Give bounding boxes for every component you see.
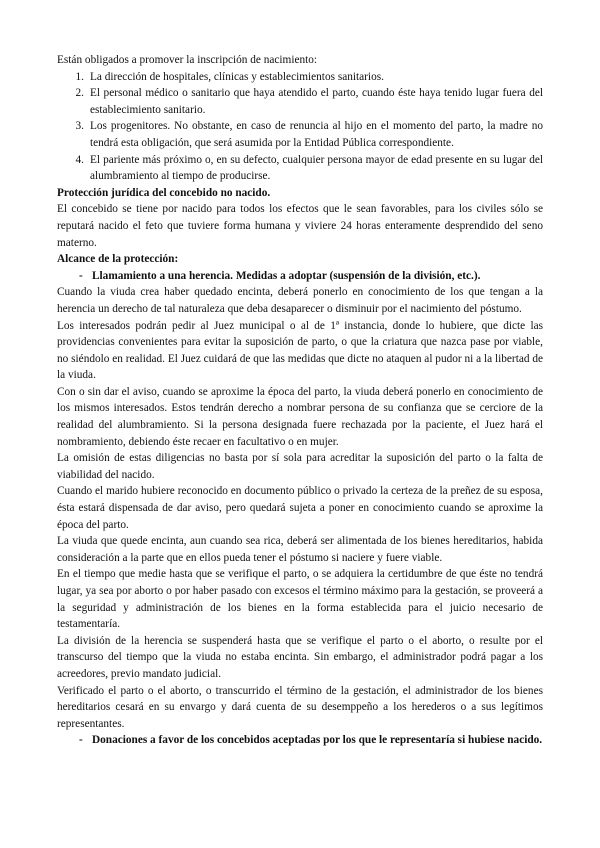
list-number: 4.: [75, 153, 84, 166]
bullet-text: Llamamiento a una herencia. Medidas a adoptar (suspensión de la división, etc.).: [92, 269, 481, 282]
paragraph: La omisión de estas diligencias no basta por sí sola para acreditar la suposición del parto o la falta de viabilidad del nacido.: [57, 452, 543, 481]
paragraph: Con o sin dar el aviso, cuando se aproxime la época del parto, la viuda deberá ponerlo en conocimiento de los mismos interesados. Estos tendrán derecho a nombrar persona de su confianza que se cerciore de la realidad del alumbramiento. Si la persona designada fuere rechazada por la paciente, el Juez hará el nombramiento, debiendo éste recaer en facultativo o en mujer.: [57, 385, 543, 448]
paragraph: Los interesados podrán pedir al Juez municipal o al de 1ª instancia, donde lo hubiere, que dicte las providencias convenientes para evitar la suposición de parto, o que la criatura que nazca pase por viable, no siéndolo en realidad. El Juez cuidará de que las medidas que dicte no ataquen al pudor ni a la libertad de la viuda.: [57, 319, 543, 382]
list-number: 2.: [75, 87, 84, 100]
section-heading-proteccion: Protección jurídica del concebido no nacido.: [57, 186, 271, 199]
list-text: La dirección de hospitales, clínicas y establecimientos sanitarios.: [90, 70, 384, 83]
bullet-dash: -: [79, 269, 83, 282]
list-item: [57, 152, 543, 185]
document-page: [57, 52, 543, 749]
obligados-list: [57, 69, 543, 185]
paragraph: En el tiempo que medie hasta que se verifique el parto, o se adquiera la certidumbre de que éste no tendrá lugar, ya sea por aborto o por haber pasado con excesos el término máximo para la gestación, se proveerá a la seguridad y administración de los bienes en la forma establecida para el juicio necesario de testamentaría.: [57, 568, 543, 631]
bullet-item-herencia: [57, 268, 543, 285]
bullet-text: Donaciones a favor de los concebidos aceptadas por los que le representaría si hubiese nacido.: [92, 734, 543, 747]
list-item: [57, 118, 543, 151]
list-item: [57, 85, 543, 118]
intro-text: Están obligados a promover la inscripción de nacimiento:: [57, 54, 318, 66]
bullet-item-donaciones: [57, 732, 543, 749]
bullet-dash: -: [79, 734, 83, 747]
list-text: El personal médico o sanitario que haya atendido el parto, cuando éste haya tenido lugar fuera del establecimiento sanitario.: [90, 87, 543, 116]
section-heading-alcance: Alcance de la protección:: [57, 253, 179, 266]
paragraph: Cuando la viuda crea haber quedado encinta, deberá ponerlo en conocimiento de los que tengan a la herencia un derecho de tal naturaleza que deba desaparecer o disminuir por el nacimiento del póstumo.: [57, 286, 543, 315]
list-number: 1.: [75, 70, 84, 83]
list-text: El pariente más próximo o, en su defecto, cualquier persona mayor de edad presente en su lugar del alumbramiento al tiempo de producirse.: [90, 153, 543, 183]
list-text: Los progenitores. No obstante, en caso de renuncia al hijo en el momento del parto, la madre no tendrá esta obligación, que será asumida por la Entidad Pública correspondiente.: [90, 120, 543, 149]
paragraph: La división de la herencia se suspenderá hasta que se verifique el parto o el aborto, o resulte por el transcurso del tiempo que la viuda no estaba encinta. Sin embargo, el administrador podrá pagar a los acreedores, previo mandato judicial.: [57, 634, 543, 680]
paragraph: El concebido se tiene por nacido para todos los efectos que le sean favorables, para los civiles sólo se reputará nacido el feto que tuviere forma humana y viviere 24 horas enteramente desprendido del seno materno.: [57, 203, 543, 249]
paragraph: Cuando el marido hubiere reconocido en documento público o privado la certeza de la preñez de su esposa, ésta estará dispensada de dar aviso, pero quedará sujeta a poner en conocimiento cuando se aproxime la época del parto.: [57, 485, 543, 531]
paragraph: La viuda que quede encinta, aun cuando sea rica, deberá ser alimentada de los bienes hereditarios, habida consideración a la parte que en ellos pueda tener el póstumo si naciere y fuere viable.: [57, 535, 543, 564]
list-number: 3.: [75, 120, 84, 133]
list-item: [57, 69, 543, 86]
paragraph: Verificado el parto o el aborto, o transcurrido el término de la gestación, el administrador de los bienes hereditarios cesará en su envargo y dará cuenta de su desemppeño a los herederos o a sus legítimos representantes.: [57, 684, 543, 730]
